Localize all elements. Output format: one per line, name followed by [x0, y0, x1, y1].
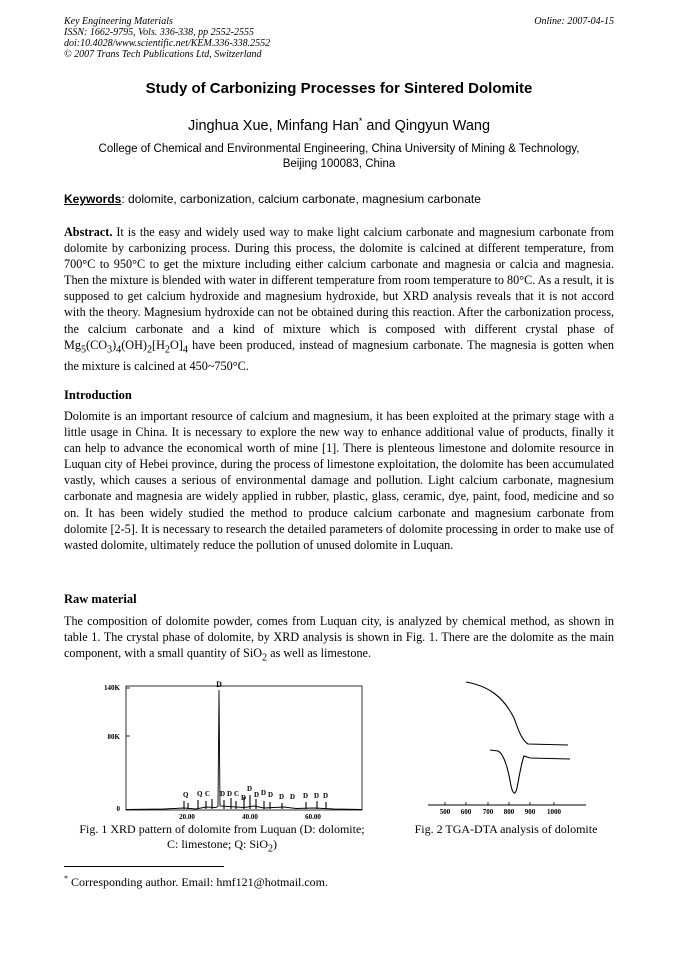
formula-part: [H — [152, 337, 165, 352]
raw-material-text — [64, 613, 614, 667]
formula-part: O] — [170, 337, 183, 352]
affiliation-line-2: Beijing 100083, China — [282, 158, 396, 170]
tga-x-tick: 1000 — [547, 808, 561, 816]
abstract-text-2: have been produced, instead of magnesium carbonate. The magnesia is gotten when the mixture is calcined at 450~750°C. — [64, 337, 614, 374]
formula-part: 4 — [116, 344, 122, 356]
tga-x-tick: 600 — [460, 808, 472, 816]
abstract-text-1: It is the easy and widely used way to make light calcium carbonate and magnesium carbonate from dolomite by carbonizing process. During this process, the dolomite is calcined at different temperature, from 700°C to 950°C to get the mixture including either calcium carbonate and magnesia or calcia and magnesia. Then the mixture is blended with water in different temperature from room temperature to 80°C. As a result, it is supposed to get calcium hydroxide and magnesium hydroxide, but XRD analysis reveals that it is not accord with the theory. Magnesium hydroxide can not be obtained during this reaction. After the carbonization process, the calcium carbonate and a kind of mixture which is composed with different crystal phase of Mg — [64, 225, 614, 352]
figure-1-caption-line-2 — [60, 837, 384, 856]
figure-1-caption-end: ) — [273, 837, 277, 851]
online-date: Online: 2007-04-15 — [534, 16, 614, 27]
xrd-peak-label: D — [303, 792, 309, 800]
author-names-rest: and Qingyun Wang — [362, 117, 491, 134]
doi-line: doi:10.4028/www.scientific.net/KEM.336-338.2552 — [64, 38, 271, 49]
affiliation-line-1: College of Chemical and Environmental Engineering, China University of Mining & Technology, — [98, 143, 580, 155]
footnote-mark: * — [64, 874, 68, 883]
formula-part: 2 — [164, 344, 170, 356]
raw-material-text-1: The composition of dolomite powder, comes from Luquan city, is analyzed by chemical method, as shown in table 1. The crystal phase of dolomite, by XRD analysis is shown in Fig. 1. There are the dolomite as the main component, with a small quantity of SiO — [64, 614, 614, 661]
tga-x-tick-marks — [445, 802, 554, 805]
xrd-peak-label: D — [247, 785, 253, 793]
tga-x-tick: 800 — [503, 808, 515, 816]
formula-part: (OH) — [121, 337, 147, 352]
xrd-peak-label: Q — [183, 791, 189, 799]
author-star: * — [358, 116, 363, 126]
figure-1-caption-line-1: Fig. 1 XRD pattern of dolomite from Luquan (D: dolomite; — [79, 822, 365, 836]
keywords — [64, 192, 624, 206]
xrd-peak-label: D — [261, 789, 267, 797]
introduction-text: Dolomite is an important resource of calcium and magnesium, it has been exploited at the primary stage with a little usage in China. It is necessary to explore the new way to enhance additional value of products, finally it can help to advance the economical worth of mine [1]. There is plenteous limestone and dolomite resource in Luquan city of Hebei province, during the process of limestone exploitation, the dolomite has been accumulated vastly, which causes a serious of environmental damage and pollution. Light calcium carbonate, magnesium carbonate and magnesia are widely applied in rubber, plastic, glass, ceramic, dye, paint, food, medicine and so on. It has been widely studied the method to produce calcium carbonate and magnesium carbonate from dolomite [2-5]. It is necessary to research the detailed parameters of dolomite processing in order to make use of wasted dolomite, ultimately reduce the pollution of unused dolomite in Luquan. — [64, 409, 614, 552]
xrd-figure — [84, 680, 364, 822]
xrd-peak-label-main: D — [216, 680, 222, 689]
xrd-x-tick-40: 40.00 — [242, 813, 258, 821]
xrd-peak-label: D — [314, 792, 320, 800]
copyright-line: © 2007 Trans Tech Publications Ltd, Switzerland — [64, 49, 262, 60]
footnote-text: Corresponding author. Email: hmf121@hotmail.com. — [68, 875, 329, 889]
xrd-x-tick-60: 60.00 — [305, 813, 321, 821]
abstract — [64, 224, 614, 374]
formula-part: 2 — [146, 344, 153, 356]
tga-x-tick: 900 — [524, 808, 536, 816]
tga-dta-figure — [418, 678, 598, 820]
xrd-peak-label: D — [220, 790, 226, 798]
paper-title: Study of Carbonizing Processes for Sintered Dolomite — [145, 80, 533, 97]
formula-part: 4 — [182, 344, 188, 356]
footnote — [64, 874, 328, 890]
issn-line: ISSN: 1662-9795, Vols. 336-338, pp 2552-2555 — [64, 27, 254, 38]
figure-1-caption — [60, 822, 384, 856]
figure-1-caption-text: C: limestone; Q: SiO — [166, 837, 268, 851]
xrd-peak-label: C — [234, 790, 240, 798]
xrd-y-tick-0: 0 — [116, 805, 120, 813]
introduction-heading: Introduction — [64, 388, 132, 402]
xrd-peak-label: Q — [197, 790, 203, 798]
raw-material-text-2: as well as limestone. — [267, 646, 372, 661]
xrd-peak-label: D — [290, 793, 296, 801]
journal-header — [64, 16, 270, 60]
formula-part: 3 — [107, 344, 113, 356]
xrd-peak-label: D — [279, 793, 285, 801]
xrd-peak-label: D — [227, 790, 233, 798]
formula-part: (CO — [86, 337, 108, 352]
figure-1-caption-sub: 2 — [268, 843, 273, 855]
xrd-peak-label: D — [268, 791, 274, 799]
formula-part: ) — [112, 337, 117, 352]
dta-curve — [490, 750, 570, 793]
affiliation — [60, 142, 618, 172]
xrd-peak-label: D — [254, 791, 260, 799]
keywords-label: Keywords — [64, 192, 122, 206]
raw-material-heading: Raw material — [64, 592, 137, 606]
formula-part: 5 — [80, 344, 87, 356]
xrd-peak-label: D — [323, 792, 329, 800]
xrd-y-tick-140k: 140K — [104, 684, 120, 692]
keywords-text: : dolomite, carbonization, calcium carbonate, magnesium carbonate — [121, 192, 481, 206]
journal-name: Key Engineering Materials — [64, 16, 173, 27]
raw-material-sub: 2 — [262, 652, 268, 664]
tga-curve — [466, 682, 568, 745]
abstract-label: Abstract. — [64, 225, 113, 239]
xrd-peak-label: C — [205, 790, 211, 798]
xrd-peak-label: D — [241, 794, 247, 802]
tga-x-tick: 500 — [439, 808, 451, 816]
tga-x-tick: 700 — [482, 808, 494, 816]
xrd-y-tick-80k: 80K — [107, 733, 120, 741]
author-names: Jinghua Xue, Minfang Han — [187, 117, 359, 134]
figure-2-caption: Fig. 2 TGA-DTA analysis of dolomite — [414, 822, 598, 836]
xrd-x-tick-20: 20.00 — [179, 813, 195, 821]
footnote-rule — [64, 866, 224, 867]
author-list — [0, 116, 678, 134]
